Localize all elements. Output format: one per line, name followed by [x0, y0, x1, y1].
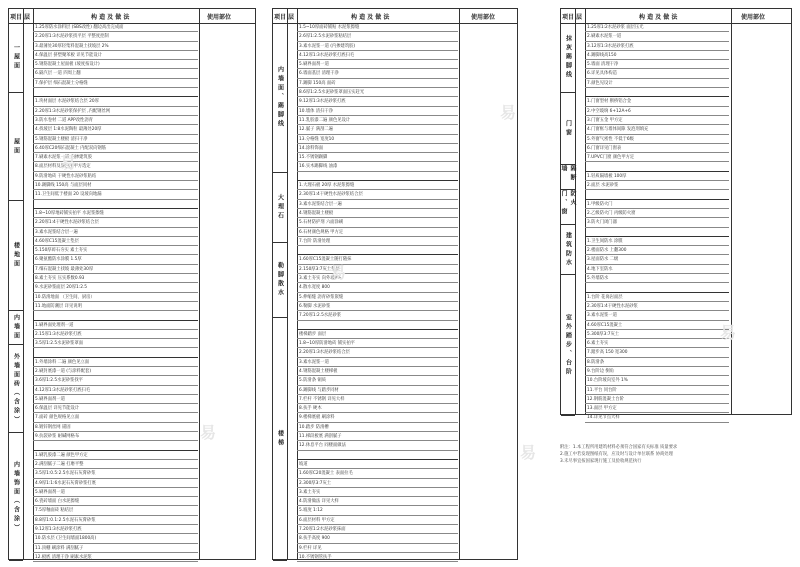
construction-row: [585, 228, 729, 237]
category-label: 楼地面: [9, 201, 23, 311]
construction-row: 10.防水层 (卫生间墙面1800高): [33, 534, 198, 543]
construction-row: 7.颜色见设计: [585, 79, 729, 88]
divider: [731, 9, 732, 414]
construction-row: 7.20厚1:2水泥砂浆抹面: [297, 525, 458, 534]
construction-row: 5.石材防护剂 六面涂刷: [297, 218, 458, 227]
construction-row: 8.扶手高度 900: [297, 534, 458, 543]
construction-row: 1.5~10厚面砖铺贴 水泥浆擦缝: [297, 23, 458, 32]
construction-row: 5.坡度 1:12: [297, 506, 458, 515]
construction-row: [297, 321, 458, 330]
construction-row: 11.梯段板底 满刮腻子: [297, 432, 458, 441]
category-label: 门窗: [561, 93, 575, 165]
construction-row: 12.腻子 满刮二遍: [297, 125, 458, 134]
watermark: 易: [200, 423, 217, 442]
header-category: 项目: [562, 14, 575, 21]
construction-row: 4.9厚1:1:6水泥石灰膏砂浆打底: [33, 479, 198, 488]
construction-rows: [33, 23, 198, 559]
construction-row: 9.栏杆 详见: [297, 544, 458, 553]
divider: [199, 9, 200, 559]
construction-row: 1.8~10厚防滑地砖 铺实拍平: [297, 339, 458, 348]
construction-row: 3.素水泥浆一道 (内掺建筑胶): [297, 42, 458, 51]
sheet-middle: [272, 8, 518, 560]
sheet-right-panel: [560, 8, 792, 421]
construction-row: 5.防滑条 铜质: [297, 376, 458, 385]
watermark: 易: [520, 443, 537, 462]
category-column: [9, 23, 23, 559]
sheet-left-header: [9, 9, 255, 24]
construction-row: 3.5厚1:0.5:2.5水泥石灰膏砂浆: [33, 469, 198, 478]
header-construction: 构 造 及 做 法: [91, 14, 130, 21]
construction-row: 4.60厚C15混凝土: [585, 321, 729, 330]
construction-row: 7.5厚釉面砖 粘结层: [33, 506, 198, 515]
construction-row: 5.墙面 清理干净: [585, 60, 729, 69]
construction-row: 7.面砖 颜色规格见立面: [33, 413, 198, 422]
header-construction: 构 造 及 做 法: [351, 14, 390, 21]
construction-row: 4.60厚C15混凝土垫层: [33, 237, 198, 246]
construction-rows: [585, 23, 729, 421]
construction-row: 7.刷素水泥浆一道 内掺建筑胶: [33, 153, 198, 162]
construction-row: 2.30厚1:4干硬性水泥砂浆结合层: [297, 190, 458, 199]
construction-row: 10.踏步 防滑槽: [297, 423, 458, 432]
construction-row: 1.轻质隔墙板 100厚: [585, 172, 729, 181]
sheet-right-header: [561, 9, 791, 24]
construction-row: 1.60厚C20混凝土 表面拉毛: [297, 469, 458, 478]
construction-row: 14.详见节点大样: [585, 413, 729, 422]
construction-row: 9.台阶边 倒角: [585, 367, 729, 376]
construction-row: 3.素水泥浆一道: [297, 358, 458, 367]
divider: [23, 9, 24, 559]
construction-row: 2.刷封底漆一道 (与涂料配套): [33, 367, 198, 376]
construction-row: 10.不锈钢管扶手: [297, 553, 458, 562]
category-label: 抹灰踢脚线: [561, 23, 575, 93]
construction-row: 1.60厚C15混凝土随打随抹: [297, 255, 458, 264]
construction-row: 11.顶棚 刷涂料 满刮腻子: [33, 544, 198, 553]
construction-row: 2.刷素水泥浆一道: [585, 32, 729, 41]
construction-row: 1.门窗型材 断桥铝合金: [585, 97, 729, 106]
construction-row: 3.6厚1:2.5水泥砂浆找平: [33, 376, 198, 385]
construction-row: 10.墙体 清扫干净: [297, 107, 458, 116]
construction-row: 6.勒脚 水泥砂浆: [297, 302, 458, 311]
construction-row: 11.地面防潮层 详见说明: [33, 302, 198, 311]
construction-row: 4.保温层 挤塑聚苯板 详见节能设计: [33, 51, 198, 60]
construction-row: 4.钢筋混凝土楼板: [297, 209, 458, 218]
watermark: 易: [60, 153, 77, 172]
construction-row: 2.20厚1:3水泥砂浆结合层: [297, 348, 458, 357]
construction-row: 15.不锈钢踢脚: [297, 153, 458, 162]
construction-row: 6.保温层 详见节能设计: [33, 404, 198, 413]
construction-row: 7.台阶 防滑处理: [297, 237, 458, 246]
construction-row: 6.门窗详见门窗表: [585, 144, 729, 153]
construction-row: 4.12厚1:3水泥砂浆打底扫毛: [297, 51, 458, 60]
footnote-line: 3.未尽事宜按国家现行施工及验收规范执行: [560, 459, 642, 464]
category-label: 隔断墙: [561, 165, 575, 190]
header-location: 使用部位: [741, 14, 766, 21]
construction-row: 14.涂料饰面: [297, 144, 458, 153]
construction-row: 8.面层材料及颜色由甲方选定: [33, 162, 198, 171]
construction-row: [585, 190, 729, 199]
construction-row: 7.UPVC门窗 颜色甲方定: [585, 153, 729, 162]
construction-row: 16.实木踢脚线 油漆: [297, 162, 458, 171]
construction-row: 11.平台 同台阶: [585, 386, 729, 395]
construction-row: 1.大理石板 20厚 水泥浆擦缝: [297, 181, 458, 190]
construction-row: 3.防火门闭门器: [585, 218, 729, 227]
construction-row: 5.150厚碎石夯实 素土夯实: [33, 246, 198, 255]
watermark: 易: [500, 103, 517, 122]
construction-row: 3.12厚1:3水泥砂浆打底: [585, 42, 729, 51]
category-label: 外墙面砖（含涂）: [9, 345, 23, 433]
construction-row: 11.乳胶漆二遍 颜色见设计: [297, 116, 458, 125]
construction-row: 4.12厚1:3水泥砂浆打底扫毛: [33, 386, 198, 395]
construction-row: 4.找坡层 1:8水泥陶粒 最薄处20厚: [33, 125, 198, 134]
construction-row: 6.隔汽层 一道 四周上翻: [33, 69, 198, 78]
construction-rows: [297, 23, 458, 559]
construction-row: 6.面层材料 甲方定: [297, 516, 458, 525]
construction-row: 10.防滑地面 （卫生间、厨房）: [33, 293, 198, 302]
construction-row: 楼梯踏步 面层: [297, 330, 458, 339]
construction-row: 8.镀锌钢丝网 锚固: [33, 423, 198, 432]
construction-row: 1.刷界面处理剂一道: [33, 321, 198, 330]
footnote-line: 附注：1.本工程所用建筑材料必须符合国家有关标准 质量要求: [560, 445, 678, 450]
sheet-left: [8, 8, 256, 560]
construction-row: 5.伸缩缝 沥青砂浆嵌缝: [297, 293, 458, 302]
construction-row: 3.素水泥浆结合层一遍: [297, 200, 458, 209]
construction-row: 1.甲级防火门: [585, 200, 729, 209]
construction-row: 8.扶手 硬木: [297, 404, 458, 413]
construction-row: [585, 162, 729, 171]
construction-row: 2.乙级防火门 丙级防火窗: [585, 209, 729, 218]
category-label: 室外踏步、台阶: [561, 275, 575, 416]
category-label: 内墙面、踢脚线: [273, 23, 287, 173]
category-label: 屋面: [9, 93, 23, 201]
construction-row: 6.踢脚线 与踏步同材: [297, 386, 458, 395]
construction-row: 5.刷界面剂一道: [297, 60, 458, 69]
footnote-line: 2.施工中若发现图纸有误，应及时与设计单位联系 协商处理: [560, 452, 673, 457]
header-level: 层: [576, 14, 583, 21]
construction-row: 3.屋面防水 二级: [585, 255, 729, 264]
construction-row: 5.刷界面剂一道: [33, 488, 198, 497]
construction-row: 2.20厚1:3水泥砂浆保护层 ,内配钢丝网: [33, 107, 198, 116]
construction-row: 7.细石混凝土找坡 最薄处30厚: [33, 265, 198, 274]
construction-row: 6.聚氨酯防水涂膜 1.5厚: [33, 255, 198, 264]
construction-row: 4.防滑做法 详见大样: [297, 497, 458, 506]
category-label: 一屋面: [9, 23, 23, 93]
divider: [459, 9, 460, 559]
construction-row: 3.素土夯实 向外坡4%: [297, 274, 458, 283]
construction-row: 12.钢筋混凝土台阶: [585, 395, 729, 404]
construction-row: 10.台阶坡向室外 1%: [585, 376, 729, 385]
construction-row: 6.40厚C20细石混凝土 内配双向钢筋: [33, 144, 198, 153]
header-level: 层: [288, 14, 295, 21]
construction-row: 8.素土夯实 压实系数0.93: [33, 274, 198, 283]
construction-row: 5.钢筋混凝土屋面板 (坡度按设计): [33, 60, 198, 69]
category-column: [561, 23, 575, 414]
construction-row: 7.20厚1:2.5水泥砂浆: [297, 311, 458, 320]
construction-row: 1.卫生间防水 涂膜: [585, 237, 729, 246]
construction-row: 3.防水卷材 二道 APP改性沥青: [33, 116, 198, 125]
construction-row: 8.6厚1:2.5水泥砂浆罩面压实赶光: [297, 88, 458, 97]
construction-row: 6.墙面基层 清理干净: [297, 69, 458, 78]
construction-row: 2.满刮腻子二遍 打磨平整: [33, 460, 198, 469]
construction-row: 11.卫生间低于楼面 20 设坡向地漏: [33, 190, 198, 199]
watermark: 易: [720, 323, 737, 342]
construction-row: 1.8~10厚地砖铺实拍平 水泥浆擦缝: [33, 209, 198, 218]
construction-row: [585, 88, 729, 97]
construction-row: 3.素土夯实: [297, 488, 458, 497]
header-category: 项目: [274, 14, 287, 21]
construction-row: 12.休息平台 同楼面做法: [297, 441, 458, 450]
category-label: 勒脚散水: [273, 243, 287, 318]
construction-row: 3.5厚1:2.5水泥砂浆罩面: [33, 339, 198, 348]
watermark: 易: [330, 263, 347, 282]
footnote: [560, 444, 792, 465]
construction-row: 5.外墙防水: [585, 274, 729, 283]
construction-row: 1.块材面层 水泥砂浆结合层 20厚: [33, 97, 198, 106]
construction-row: [33, 88, 198, 97]
construction-row: 9.12厚1:3水泥砂浆打底: [297, 97, 458, 106]
construction-row: 2.楼面防水 上翻300: [585, 246, 729, 255]
construction-row: 7.保护层 细石混凝土分格缝: [33, 79, 198, 88]
construction-row: [297, 172, 458, 181]
construction-row: 2.6厚1:2.5水泥砂浆粘结层: [297, 32, 458, 41]
construction-row: 12.板底 清理干净 刷素水泥浆: [33, 553, 198, 562]
construction-row: [585, 283, 729, 292]
construction-row: 13.分格缝 宽度10: [297, 135, 458, 144]
construction-row: 2.150厚3:7灰土垫层: [297, 265, 458, 274]
construction-row: 2.中空玻璃 6+12A+6: [585, 107, 729, 116]
header-level: 层: [24, 14, 31, 21]
construction-row: 9.防滑地砖 干硬性水泥砂浆粘结: [33, 172, 198, 181]
category-label: 建筑防水: [561, 225, 575, 275]
construction-row: 9.抗裂砂浆 耐碱网格布: [33, 432, 198, 441]
construction-row: 7.踢脚 150高 面砖: [297, 79, 458, 88]
category-label: 防火门、窗: [561, 190, 575, 225]
construction-row: 2.15厚1:3水泥砂浆打底: [33, 330, 198, 339]
construction-row: 2.面层 水泥砂浆: [585, 181, 729, 190]
construction-row: 3.素水泥浆一道: [585, 311, 729, 320]
construction-row: 5.300厚3:7灰土: [585, 330, 729, 339]
construction-row: 3.素水泥浆结合层一遍: [33, 228, 198, 237]
construction-row: 坡道: [297, 460, 458, 469]
construction-row: 4.门窗框与墙体间隙 发泡剂填充: [585, 125, 729, 134]
header-location: 使用部位: [471, 14, 496, 21]
construction-row: [297, 246, 458, 255]
construction-row: 8.防滑条: [585, 358, 729, 367]
construction-row: 1.25厚1:2水泥砂浆 面层压光: [585, 23, 729, 32]
construction-row: 13.面层 甲方定: [585, 404, 729, 413]
construction-row: 2.30厚1:4干硬性水泥砂浆: [585, 302, 729, 311]
construction-row: 2.300厚3:7灰土: [297, 479, 458, 488]
sheet-middle-header: [273, 9, 517, 24]
construction-row: [33, 200, 198, 209]
construction-row: 6.详见具体构造: [585, 69, 729, 78]
construction-row: 6.素土夯实: [585, 339, 729, 348]
header-construction: 构 造 及 做 法: [639, 14, 678, 21]
construction-row: 1.25厚防水涂料层 (SBS改性) 翻边高出完成面: [33, 23, 198, 32]
construction-row: 9.楼梯底板 刷涂料: [297, 413, 458, 422]
category-column: [273, 23, 287, 559]
header-location: 使用部位: [207, 14, 232, 21]
construction-row: 7.踏步高 150 宽300: [585, 348, 729, 357]
construction-row: [33, 311, 198, 320]
construction-row: [297, 451, 458, 460]
construction-row: 5.钢筋混凝土楼板 清扫干净: [33, 135, 198, 144]
header-category: 项目: [10, 14, 23, 21]
sheet-right: [560, 8, 792, 560]
construction-row: 3.门窗五金 甲方定: [585, 116, 729, 125]
construction-row: 9.12厚1:3水泥砂浆打底: [33, 525, 198, 534]
construction-row: 10.踢脚线 150高 与面层同材: [33, 181, 198, 190]
construction-row: [33, 348, 198, 357]
construction-row: 2.20厚1:3水泥砂浆找平层 平整度控制: [33, 32, 198, 41]
construction-row: 7.栏杆 不锈钢 详见大样: [297, 395, 458, 404]
construction-row: 6.瓷砖墙面 白水泥擦缝: [33, 497, 198, 506]
construction-row: 1.刷乳胶漆二遍 颜色甲方定: [33, 451, 198, 460]
construction-row: 4.地下室防水: [585, 265, 729, 274]
construction-row: 9.水泥砂浆面层 20厚1:2.5: [33, 283, 198, 292]
construction-row: 4.踢脚线高150: [585, 51, 729, 60]
category-label: 大理石: [273, 173, 287, 243]
construction-row: 4.钢筋混凝土楼梯板: [297, 367, 458, 376]
construction-row: 5.外窗气密性 不低于6级: [585, 135, 729, 144]
construction-row: [33, 441, 198, 450]
category-label: 楼梯: [273, 318, 287, 561]
construction-row: 1.台阶 花岗岩面层: [585, 293, 729, 302]
construction-row: 8.8厚1:0.1:2.5水泥石灰膏砂浆: [33, 516, 198, 525]
construction-row: 5.刷界面剂一道: [33, 395, 198, 404]
category-label: 内墙面: [9, 311, 23, 345]
construction-row: 3.最薄处30厚轻集料混凝土找坡层 2%: [33, 42, 198, 51]
construction-row: 6.石材颜色规格 甲方定: [297, 228, 458, 237]
construction-row: 1.外墙涂料 二遍 颜色见立面: [33, 358, 198, 367]
construction-row: 4.散水宽度 800: [297, 283, 458, 292]
construction-row: 2.20厚1:4干硬性水泥砂浆结合层: [33, 218, 198, 227]
category-label: 内墙饰面（含涂）: [9, 433, 23, 561]
divider: [287, 9, 288, 559]
